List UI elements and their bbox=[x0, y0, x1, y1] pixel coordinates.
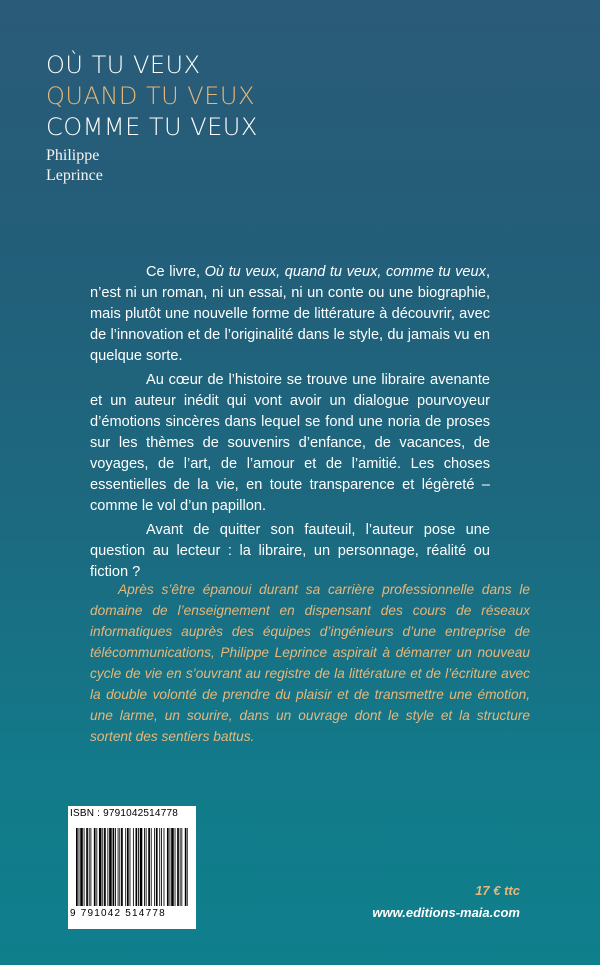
barcode-bar bbox=[133, 828, 134, 906]
barcode-bar bbox=[159, 828, 160, 906]
title-line-1: OÙ TU VEUX bbox=[46, 51, 201, 79]
barcode-bar bbox=[156, 828, 158, 906]
summary-paragraph-2: Au cœur de l’histoire se trouve une libraire avenante et un auteur inédit qui vont avoir un dialogue pourvoyeur d’émotions sincères dans lequel se fond une noria de proses sur les thèmes de souvenirs d’enfance, de vacances, de voyages, de l’art, de l’amour et de l’amitié. Les choses essentielles de la vie, en toute transparence et légèreté – comme le vol d’un papillon. bbox=[90, 372, 490, 514]
barcode-bar bbox=[109, 828, 112, 906]
author-bio-text: Après s’être épanoui durant sa carrière professionnelle dans le domaine de l’enseignement en dispensant des cours de réseaux informatiques auprès des équipes d’ingénieurs d’une entreprise de télécommunications, Philippe Leprince aspirait à démarrer un nouveau cycle de vie en s’ouvrant au registre de la littérature et de l’écriture avec la double volonté de prendre du plaisir et de transmettre une émotion, une larme, un sourire, dans un ouvrage dont le style et la structure sortent des sentiers battus. bbox=[90, 582, 530, 744]
publisher-website: www.editions-maia.com bbox=[372, 905, 520, 920]
barcode-bar bbox=[130, 828, 131, 906]
barcode-bar bbox=[167, 828, 169, 906]
title-line-3: COMME TU VEUX bbox=[46, 113, 258, 141]
price: 17 € ttc bbox=[475, 883, 520, 898]
barcode-bar bbox=[171, 828, 174, 906]
book-title bbox=[46, 50, 258, 143]
barcode-bar bbox=[118, 828, 119, 906]
barcode-bar bbox=[79, 828, 80, 906]
barcode-bar bbox=[151, 828, 152, 906]
barcode-bar bbox=[104, 828, 106, 906]
barcode-bar bbox=[161, 828, 162, 906]
author-first-name: Philippe bbox=[46, 147, 100, 164]
barcode-bar bbox=[144, 828, 145, 906]
barcode-bar bbox=[125, 828, 126, 906]
summary-p1-before: Ce livre, bbox=[146, 264, 205, 280]
author-last-name: Leprince bbox=[46, 167, 103, 184]
barcode-bar bbox=[102, 828, 103, 906]
barcode-bar bbox=[127, 828, 129, 906]
summary-p1-title: Où tu veux, quand tu veux, comme tu veux bbox=[204, 264, 486, 280]
barcode-bar bbox=[76, 828, 78, 906]
barcode-bar bbox=[99, 828, 102, 906]
barcode-bar bbox=[187, 828, 188, 906]
summary-paragraph-1 bbox=[90, 262, 490, 367]
barcode-bar bbox=[107, 828, 108, 906]
barcode-icon bbox=[76, 828, 188, 910]
barcode-bar bbox=[94, 828, 96, 906]
barcode-bar bbox=[181, 828, 182, 906]
barcode-bar bbox=[180, 828, 181, 906]
barcode-bar bbox=[121, 828, 123, 906]
barcode-digits: 9 791042 514778 bbox=[70, 908, 166, 919]
barcode-bar bbox=[113, 828, 115, 906]
barcode-bar bbox=[140, 828, 143, 906]
barcode-bar bbox=[86, 828, 88, 906]
summary-paragraph-3: Avant de quitter son fauteuil, l’auteur pose une question au lecteur : la libraire, un personnage, réalité ou fiction ? bbox=[90, 522, 490, 580]
barcode-bar bbox=[175, 828, 176, 906]
book-summary bbox=[90, 262, 490, 583]
barcode-bar bbox=[164, 828, 165, 906]
barcode-bar bbox=[148, 828, 150, 906]
barcode-bar bbox=[90, 828, 91, 906]
summary-p1-after: , n’est ni un roman, ni un essai, ni un conte ou une biographie, mais plutôt une nouvelle forme de littérature à découvrir, avec de l’innovation et de l’originalité dans le style, du jamais vu en quelque sorte. bbox=[90, 264, 490, 364]
isbn-label: ISBN : 9791042514778 bbox=[70, 808, 178, 819]
barcode-bar bbox=[96, 828, 97, 906]
barcode-bar bbox=[119, 828, 120, 906]
title-line-2: QUAND TU VEUX bbox=[46, 82, 255, 110]
barcode-bar bbox=[138, 828, 139, 906]
barcode-bar bbox=[136, 828, 138, 906]
author-bio bbox=[90, 579, 530, 747]
barcode-bar bbox=[170, 828, 171, 906]
barcode-bar bbox=[80, 828, 83, 906]
barcode-bar bbox=[84, 828, 85, 906]
barcode-bar bbox=[89, 828, 90, 906]
barcode-bar bbox=[177, 828, 179, 906]
barcode-bar bbox=[146, 828, 147, 906]
barcode-block bbox=[68, 806, 196, 929]
author-name bbox=[46, 146, 103, 186]
barcode-bar bbox=[154, 828, 155, 906]
barcode-bar bbox=[115, 828, 116, 906]
barcode-bar bbox=[185, 828, 187, 906]
